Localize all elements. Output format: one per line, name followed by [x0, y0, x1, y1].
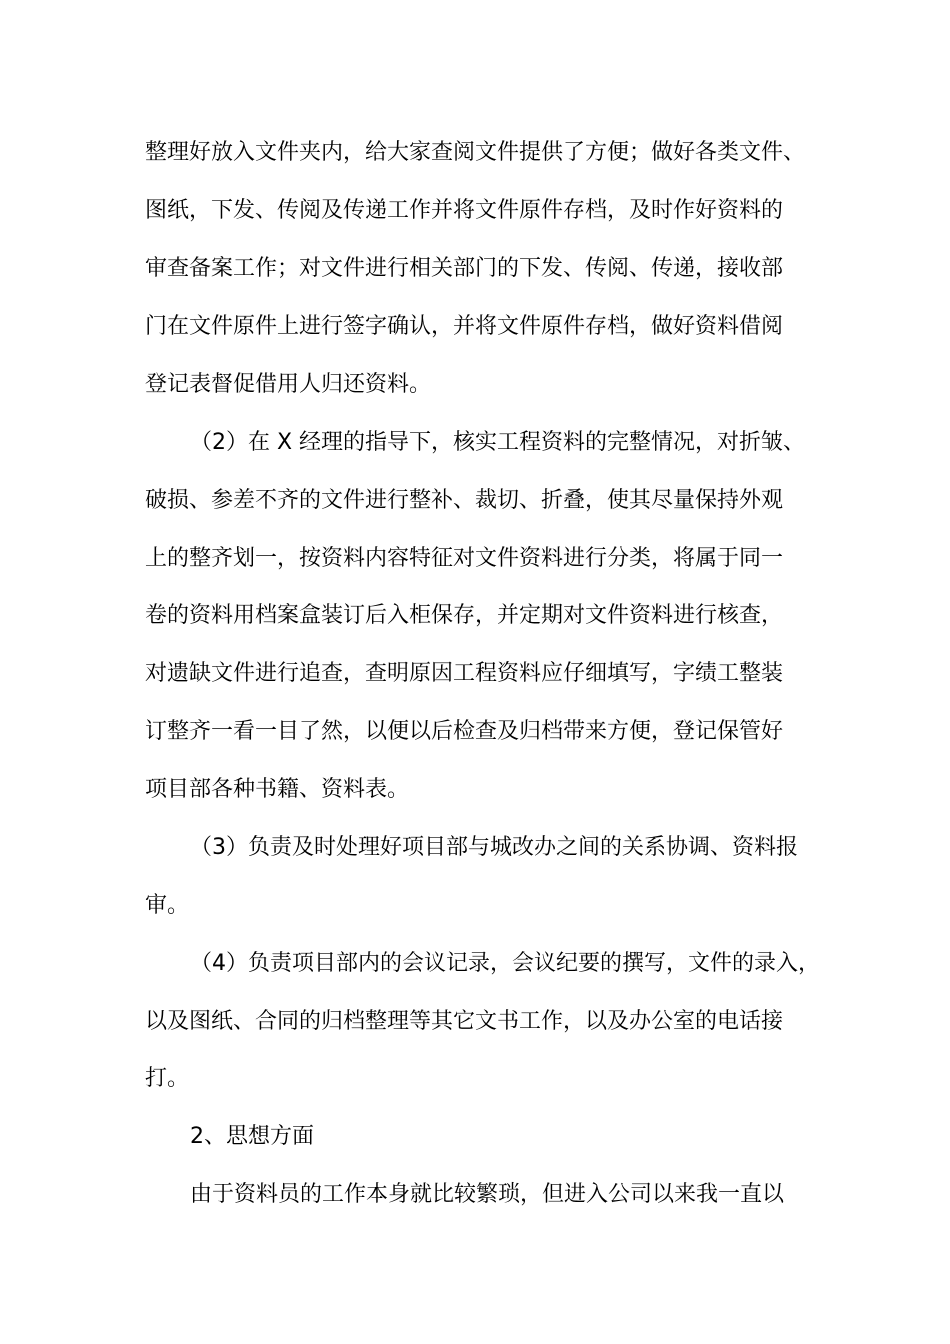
paragraph-line: 上的整齐划一，按资料内容特征对文件资料进行分类，将属于同一 [145, 546, 784, 571]
paragraph-line: 登记表督促借用人归还资料。 [145, 372, 432, 397]
paragraph-line: 审。 [145, 893, 190, 918]
paragraph-line: （3）负责及时处理好项目部与城改办之间的关系协调、资料报 [190, 835, 798, 860]
paragraph-line: 整理好放入文件夹内，给大家查阅文件提供了方便；做好各类文件、 [145, 140, 806, 165]
paragraph-line: 以及图纸、合同的归档整理等其它文书工作，以及办公室的电话接 [145, 1009, 784, 1034]
paragraph-line: 破损、参差不齐的文件进行整补、裁切、折叠，使其尽量保持外观 [145, 488, 784, 513]
paragraph-line: 由于资料员的工作本身就比较繁琐，但进入公司以来我一直以 [190, 1182, 785, 1207]
paragraph-line: 订整齐一看一目了然，以便以后检查及归档带来方便，登记保管好 [145, 719, 784, 744]
paragraph-line: 对遗缺文件进行追查，查明原因工程资料应仔细填写，字绩工整装 [145, 661, 784, 686]
paragraph-line: 项目部各种书籍、资料表。 [145, 777, 410, 802]
paragraph-line: 打。 [145, 1066, 190, 1091]
paragraph-line: 图纸，下发、传阅及传递工作并将文件原件存档，及时作好资料的 [145, 198, 784, 223]
paragraph-line: 审查备案工作；对文件进行相关部门的下发、传阅、传递，接收部 [145, 256, 784, 281]
paragraph-line: （2）在 X 经理的指导下，核实工程资料的完整情况，对折皱、 [190, 430, 806, 455]
section-heading: 2、思想方面 [190, 1124, 314, 1149]
paragraph-line: 门在文件原件上进行签字确认，并将文件原件存档，做好资料借阅 [145, 314, 784, 339]
paragraph-line: （4）负责项目部内的会议记录，会议纪要的撰写，文件的录入， [190, 951, 820, 976]
paragraph-line: 卷的资料用档案盒装订后入柜保存，并定期对文件资料进行核查， [145, 603, 784, 628]
